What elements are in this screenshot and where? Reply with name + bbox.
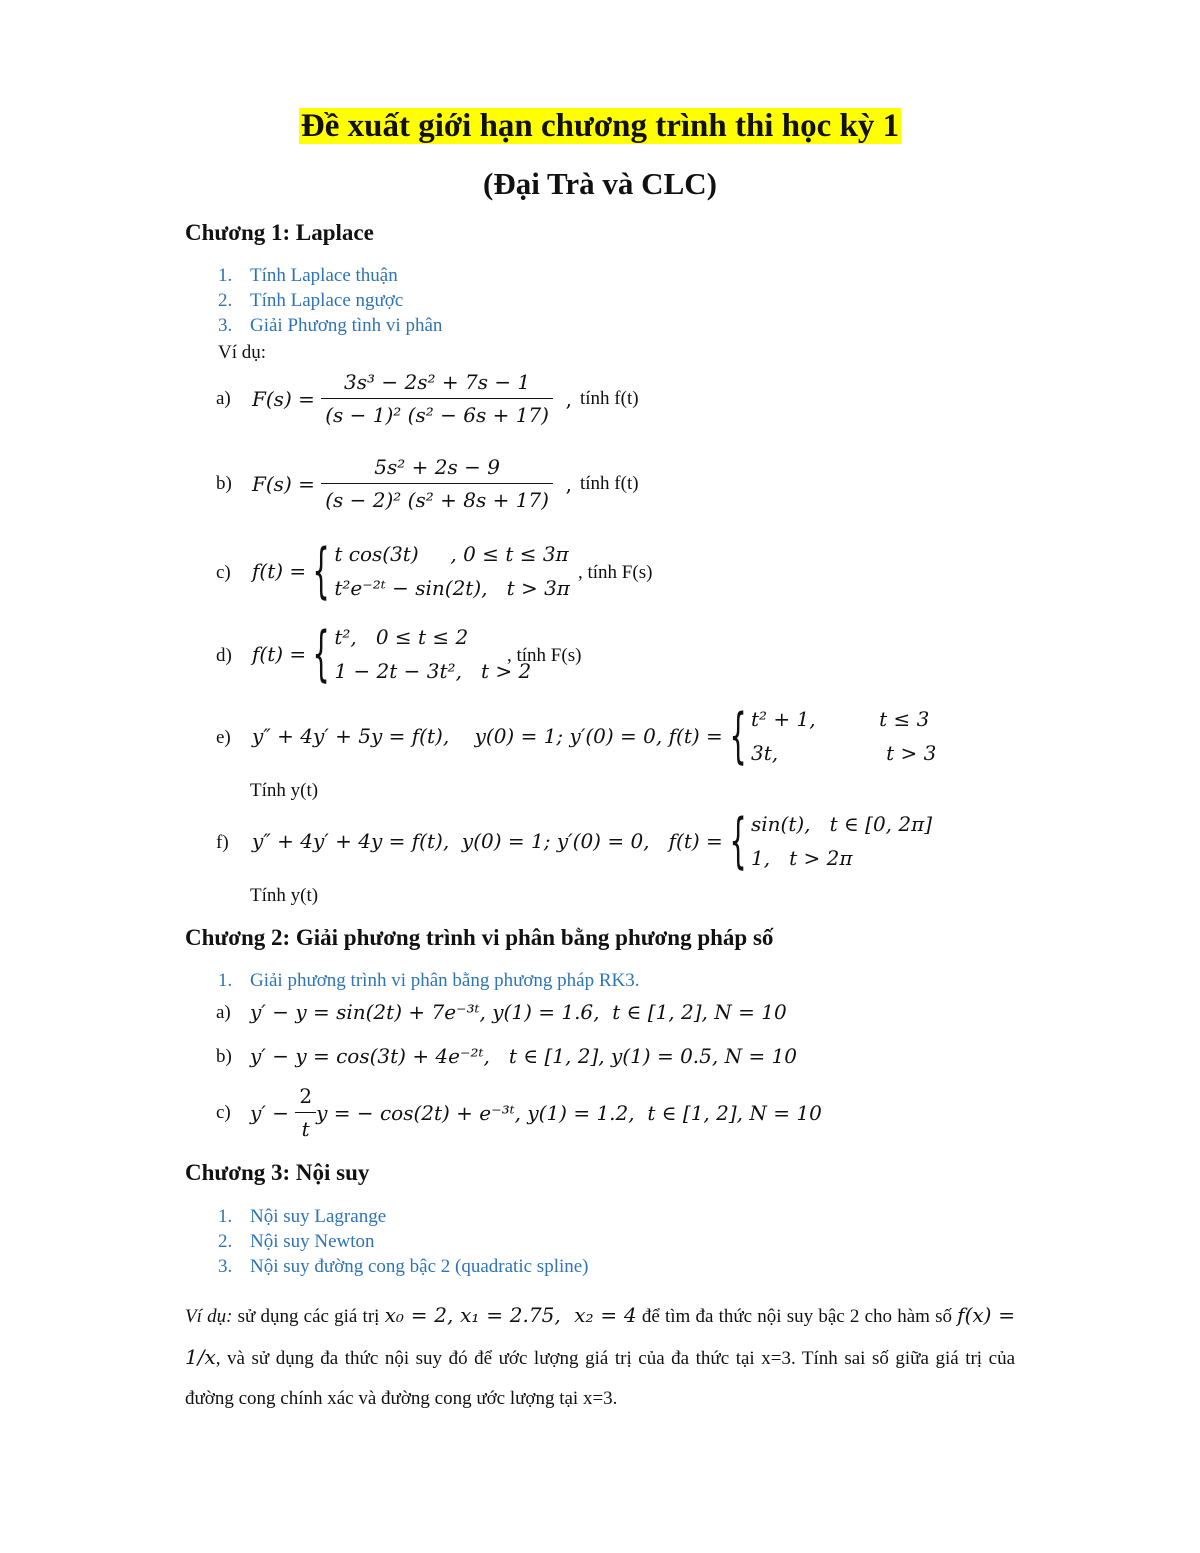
ch2-ex-b-formula: y′ − y = cos(3t) + 4e⁻²ᵗ, t ∈ [1, 2], y(1) = 0.5, N = 10 <box>250 1044 798 1068</box>
ch1-example-label: Ví dụ: <box>218 342 267 363</box>
ch1-ex-a-formula: F(s) = $\frac{\text{3s³ − 2s² + 7s − 1}}{\text{(s − 1)² (s² − 6s + 17)}}$ , <box>252 370 573 427</box>
ch1-ex-c-label: c) <box>216 562 231 583</box>
ch2-ex-a-formula: y′ − y = sin(2t) + 7e⁻³ᵗ, y(1) = 1.6, t ∈ [1, 2], N = 10 <box>250 1000 787 1024</box>
ch3-list-item-1: 1. Nội suy Lagrange <box>218 1206 387 1227</box>
ch1-ex-a-label: a) <box>216 388 231 409</box>
ch3-math-nodes: x₀ = 2, x₁ = 2.75, x₂ = 4 <box>384 1303 637 1327</box>
ch1-ex-b-formula: F(s) = $\frac{\text{5s² + 2s − 9}}{\text{(s − 2)² (s² + 8s + 17)}}$ , <box>252 455 573 512</box>
ch1-ex-c-formula: f(t) = { t cos(3t) , 0 ≤ t ≤ 3π t²e⁻²ᵗ − sin(2t), t > 3π <box>252 536 570 606</box>
ch1-ex-b-fraction: $\frac{\text{5s² + 2s − 9}}{\text{(s − 2)² (s² + 8s + 17)}}$ <box>321 455 553 512</box>
left-brace: { <box>729 806 747 876</box>
chapter-2-heading: Chương 2: Giải phương trình vi phân bằng phương pháp số <box>185 925 774 950</box>
document-title: Đề xuất giới hạn chương trình thi học kỳ 1 <box>300 108 900 144</box>
ch1-ex-a-task: tính f(t) <box>580 388 639 409</box>
ch2-ex-b-label: b) <box>216 1046 232 1067</box>
ch1-ex-e-label: e) <box>216 727 231 748</box>
ch1-list-item-3: 3. Giải Phương tình vi phân <box>218 315 443 336</box>
ch1-list-item-1: 1. Tính Laplace thuận <box>218 265 398 286</box>
ch1-ex-d-task: , tính F(s) <box>507 645 582 666</box>
ch3-list-item-2: 2. Nội suy Newton <box>218 1231 375 1252</box>
ch1-ex-f-task: Tính y(t) <box>250 885 319 906</box>
left-brace: { <box>312 536 330 606</box>
ch1-ex-b-task: tính f(t) <box>580 473 639 494</box>
ch1-ex-c-task: , tính F(s) <box>578 562 653 583</box>
left-brace: { <box>312 619 330 689</box>
ch2-ex-c-label: c) <box>216 1102 231 1123</box>
ch2-ex-a-label: a) <box>216 1002 231 1023</box>
ch1-ex-e-task: Tính y(t) <box>250 780 319 801</box>
ch1-ex-a-fraction: $\frac{\text{3s³ − 2s² + 7s − 1}}{\text{(s − 1)² (s² − 6s + 17)}}$ <box>321 370 553 427</box>
ch1-list-item-2: 2. Tính Laplace ngược <box>218 290 404 311</box>
chapter-3-heading: Chương 3: Nội suy <box>185 1160 370 1185</box>
ch3-example-label: Ví dụ: <box>185 1306 233 1327</box>
ch2-list-item-1: 1. Giải phương trình vi phân bằng phương pháp RK3. <box>218 970 640 991</box>
ch3-math-function: f(x) = 1/x <box>185 1303 1016 1369</box>
ch1-ex-f-formula: y″ + 4y′ + 4y = f(t), y(0) = 1; y′(0) = 0, f(t) = { sin(t), t ∈ [0, 2π] 1, t > 2π <box>252 806 933 876</box>
ch1-ex-f-label: f) <box>216 832 229 853</box>
ch2-ex-c-formula: y′ − $\frac{2}{t}$ y = − cos(2t) + e⁻³ᵗ, y(1) = 1.2, t ∈ [1, 2], N = 10 <box>250 1084 822 1141</box>
ch1-ex-d-formula: f(t) = { t², 0 ≤ t ≤ 2 1 − 2t − 3t², t > 2 <box>252 619 532 689</box>
ch2-ex-c-fraction: $\frac{2}{t}$ <box>295 1084 316 1141</box>
ch1-ex-d-label: d) <box>216 645 232 666</box>
ch1-ex-b-label: b) <box>216 473 232 494</box>
ch3-example-paragraph: Ví dụ: sử dụng các giá trị x₀ = 2, x₁ = 2.75, x₂ = 4 để tìm đa thức nội suy bậc 2 cho hàm số f(x) = 1/x, và sử dụng đa thức nội suy đó để ước lượng giá trị của đa thức tại x=3. Tính sai số giữa giá trị của đường cong chính xác và đường cong ước lượng tại x=3. <box>185 1303 1016 1409</box>
ch1-ex-e-formula: y″ + 4y′ + 5y = f(t), y(0) = 1; y′(0) = 0, f(t) = { t² + 1, t ≤ 3 3t, t > 3 <box>252 701 937 771</box>
left-brace: { <box>729 701 747 771</box>
document-subtitle: (Đại Trà và CLC) <box>483 166 717 201</box>
ch3-list-item-3: 3. Nội suy đường cong bậc 2 (quadratic spline) <box>218 1256 589 1277</box>
chapter-1-heading: Chương 1: Laplace <box>185 220 374 245</box>
